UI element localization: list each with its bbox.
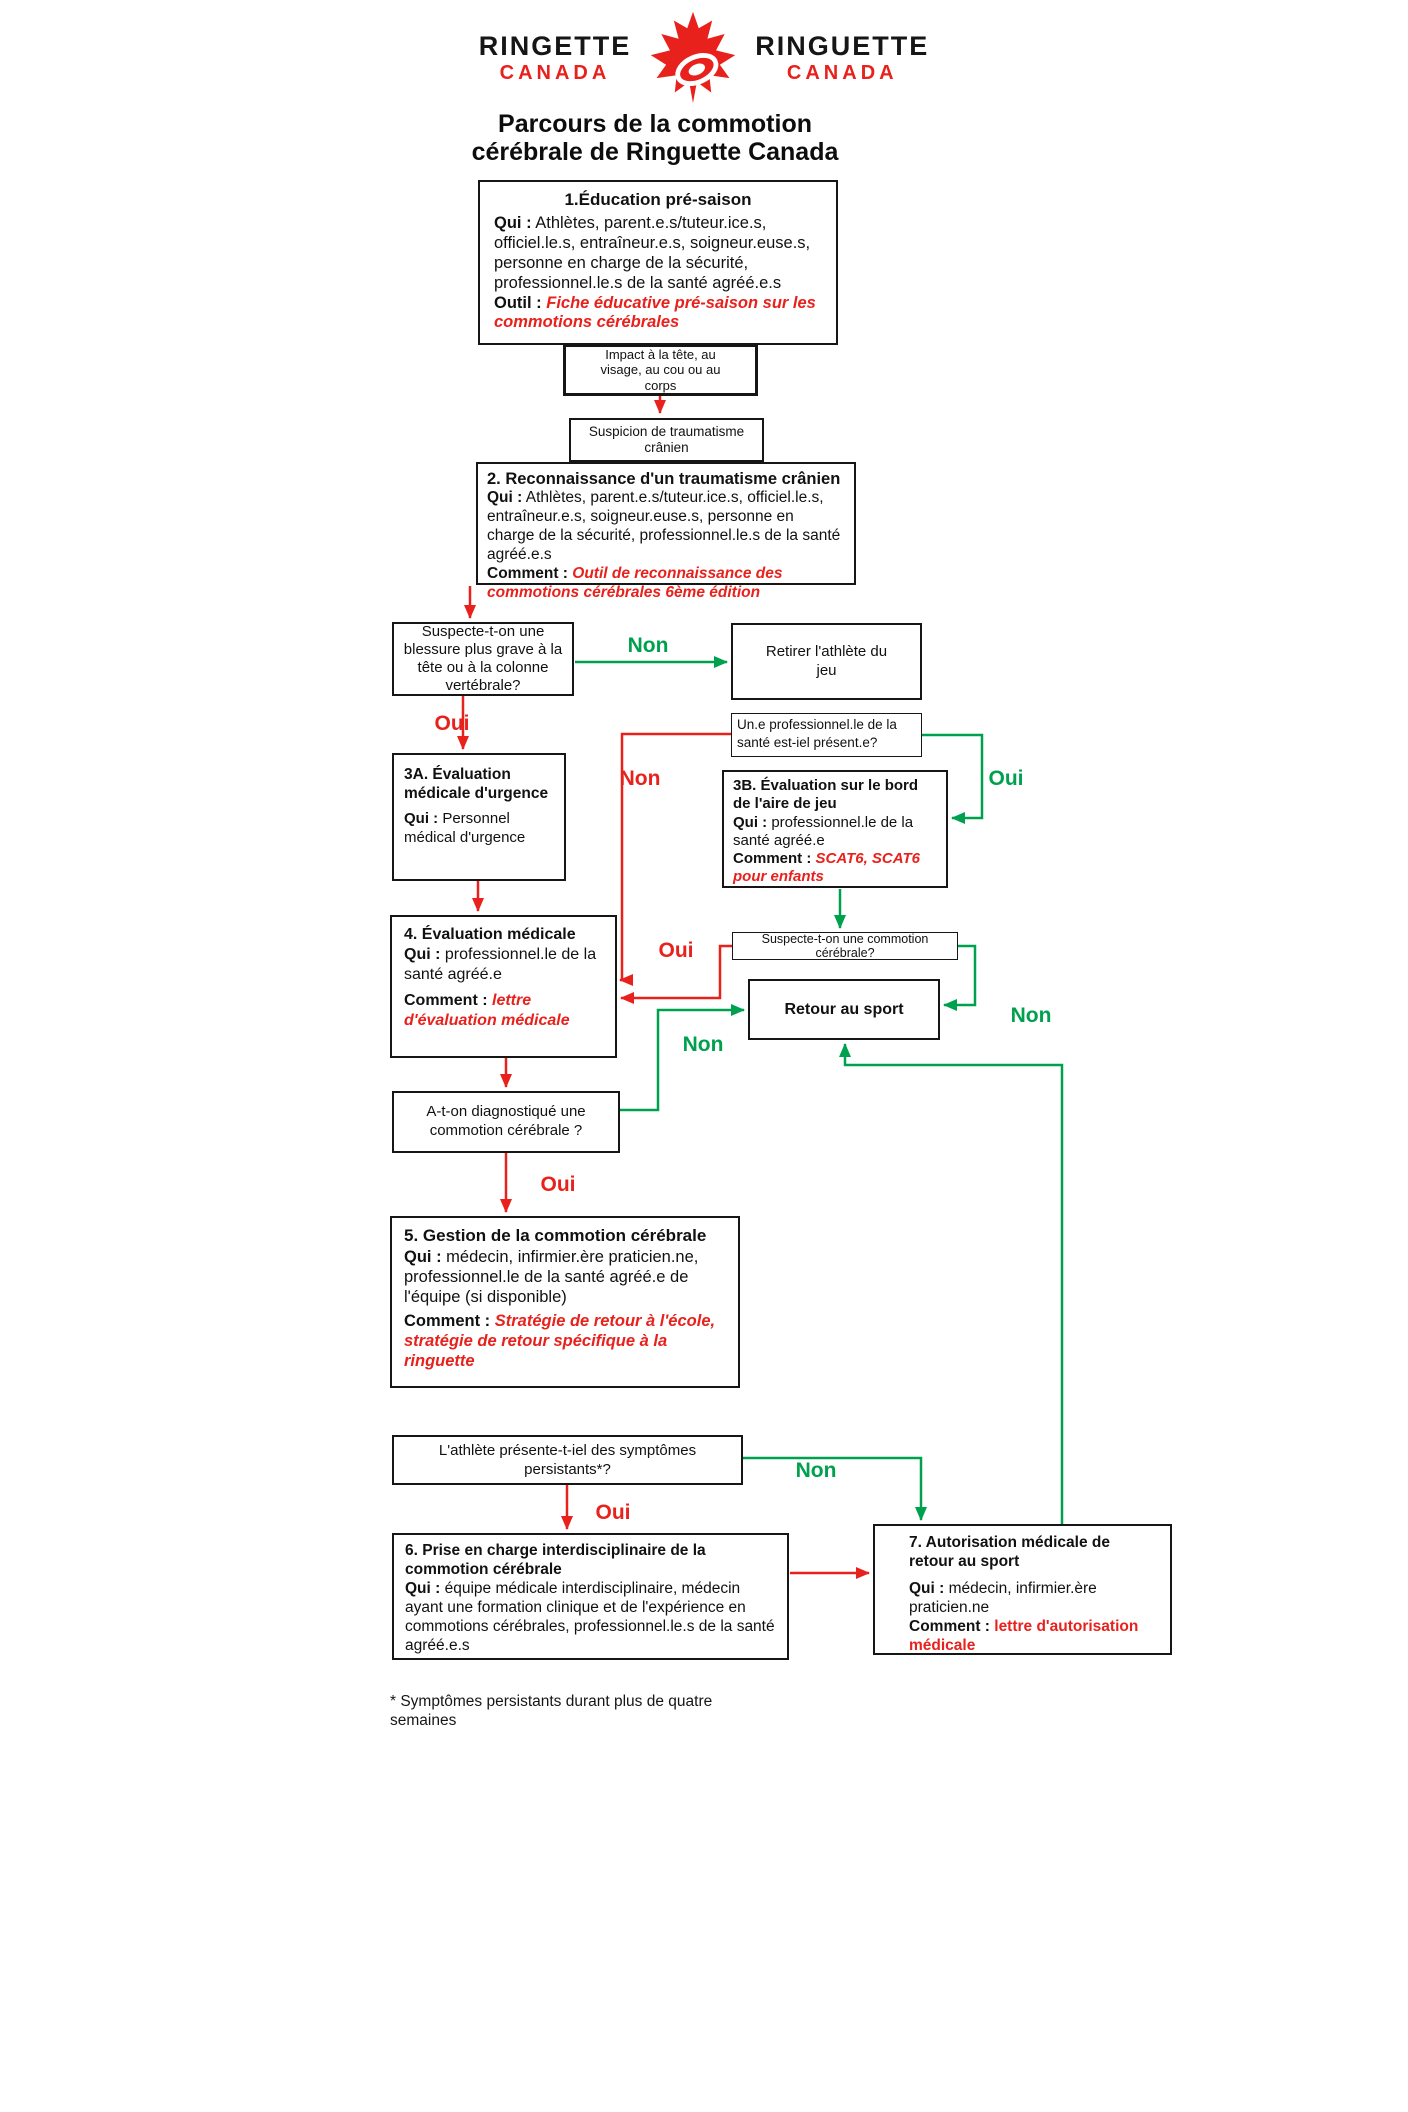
label-non-diagnostic: Non — [682, 1033, 724, 1056]
label-oui-blessure-grave: Oui — [434, 712, 470, 735]
box1-title: 1.Éducation pré-saison — [564, 190, 752, 209]
decision-professionnel-present-text: Un.e professionnel.le de la santé est-iel présent.e? — [737, 717, 897, 750]
node-retirer-athlete — [731, 623, 922, 700]
box4-title: 4. Évaluation médicale — [404, 926, 576, 943]
page-title — [0, 110, 1310, 166]
decision-symptomes-persistants — [392, 1435, 743, 1485]
step-box-4-evaluation-medicale — [390, 915, 617, 1058]
box7-title: 7. Autorisation médicale de retour au sport — [909, 1534, 1110, 1570]
box5-comment: Comment : Stratégie de retour à l'école, stratégie de retour spécifique à la ringuette — [404, 1312, 716, 1371]
node-suspicion-text: Suspicion de traumatisme crânien — [588, 423, 745, 455]
step-box-6-prise-en-charge — [392, 1533, 789, 1660]
box2-comment: Comment : Outil de reconnaissance des commotions cérébrales 6ème édition — [487, 564, 783, 601]
box4-comment: Comment : lettre d'évaluation médicale — [404, 992, 570, 1029]
label-non-professionnel: Non — [619, 767, 661, 790]
decision-blessure-grave-text: Suspecte-t-on une blessure plus grave à la tête ou à la colonne vertébrale? — [403, 623, 563, 694]
label-non-symptomes: Non — [795, 1459, 837, 1482]
box3b-comment: Comment : SCAT6, SCAT6 pour enfants — [733, 850, 920, 886]
box1-outil: Outil : Fiche éducative pré-saison sur les commotions cérébrales — [494, 293, 816, 332]
node-impact — [563, 344, 758, 396]
logo-text-canada-right: CANADA — [786, 62, 898, 84]
decision-professionnel-present — [731, 713, 922, 757]
box7-qui: Qui : médecin, infirmier.ère praticien.ne — [909, 1579, 1097, 1616]
node-impact-text: Impact à la tête, au visage, au cou ou au corps — [600, 346, 721, 393]
decision-symptomes-persistants-text: L'athlète présente-t-iel des symptômes persistants*? — [438, 1441, 697, 1478]
footnote-symptomes-persistants: * Symptômes persistants durant plus de quatre semaines — [390, 1693, 713, 1730]
step-box-7-autorisation — [873, 1524, 1172, 1655]
box6-qui: Qui : équipe médicale interdisciplinaire, médecin ayant une formation clinique et de l'expérience en commotions cérébrales, professionnel.le.s de la santé agréé.e.s — [405, 1579, 775, 1654]
box3a-title: 3A. Évaluation médicale d'urgence — [404, 766, 549, 803]
logo-text-ringette: RINGETTE — [478, 31, 632, 61]
box5-title: 5. Gestion de la commotion cérébrale — [404, 1226, 707, 1245]
label-oui-symptomes: Oui — [595, 1501, 631, 1524]
decision-commotion-suspectee — [732, 932, 958, 960]
decision-diagnostic-commotion — [392, 1091, 620, 1153]
logo-wordmark-french — [755, 33, 929, 83]
node-retour-au-sport-text: Retour au sport — [784, 1000, 904, 1018]
ringette-canada-logo — [0, 10, 1408, 106]
node-retirer-athlete-text: Retirer l'athlète du jeu — [765, 642, 888, 679]
label-oui-professionnel: Oui — [988, 767, 1024, 790]
label-oui-commotion-suspectee: Oui — [658, 939, 694, 962]
box3a-qui: Qui : Personnel médical d'urgence — [404, 809, 526, 846]
step-box-3a-evaluation-urgence — [392, 753, 566, 881]
logo-text-ringuette: RINGUETTE — [755, 31, 930, 61]
box7-comment: Comment : lettre d'autorisation médicale — [909, 1617, 1139, 1654]
logo-wordmark-english — [479, 33, 632, 83]
box4-qui: Qui : professionnel.le de la santé agréé.e — [404, 946, 597, 983]
box5-qui: Qui : médecin, infirmier.ère praticien.ne, professionnel.le de la santé agréé.e de l'équipe (si disponible) — [404, 1247, 699, 1306]
box2-title: 2. Reconnaissance d'un traumatisme crânien — [487, 470, 841, 488]
node-suspicion-traumatisme — [569, 418, 764, 462]
logo-text-canada-left: CANADA — [499, 62, 611, 84]
label-non-blessure-grave: Non — [627, 634, 669, 657]
step-box-5-gestion — [390, 1216, 740, 1388]
label-non-commotion-suspectee: Non — [1010, 1004, 1052, 1027]
step-box-1-education-pre-saison — [478, 180, 838, 345]
box3b-qui: Qui : professionnel.le de la santé agréé.e — [733, 813, 914, 849]
step-box-3b-evaluation-bord — [722, 770, 948, 888]
box1-qui: Qui : Athlètes, parent.e.s/tuteur.ice.s, officiel.le.s, entraîneur.e.s, soigneur.euse.s, personne en charge de la sécurité, professionnel.le.s de la santé agréé.e.s — [494, 214, 811, 292]
maple-leaf-ring-logo-icon — [645, 10, 741, 106]
box2-qui: Qui : Athlètes, parent.e.s/tuteur.ice.s, officiel.le.s, entraîneur.e.s, soigneur.euse.s, personne en charge de la sécurité, professionnel.le.s de la santé agréé.e.s — [487, 489, 841, 563]
box3b-title: 3B. Évaluation sur le bord de l'aire de jeu — [733, 777, 919, 813]
page-title-line1: Parcours de la commotion — [498, 110, 812, 138]
page-title-line2: cérébrale de Ringuette Canada — [471, 138, 839, 166]
decision-diagnostic-commotion-text: A-t-on diagnostiqué une commotion cérébrale ? — [426, 1103, 586, 1139]
decision-commotion-suspectee-text: Suspecte-t-on une commotion cérébrale? — [761, 932, 929, 960]
label-oui-diagnostic: Oui — [540, 1173, 576, 1196]
box6-title: 6. Prise en charge interdisciplinaire de la commotion cérébrale — [405, 1542, 706, 1578]
node-retour-au-sport — [748, 979, 940, 1040]
decision-blessure-grave — [392, 622, 574, 696]
step-box-2-reconnaissance — [476, 462, 856, 601]
